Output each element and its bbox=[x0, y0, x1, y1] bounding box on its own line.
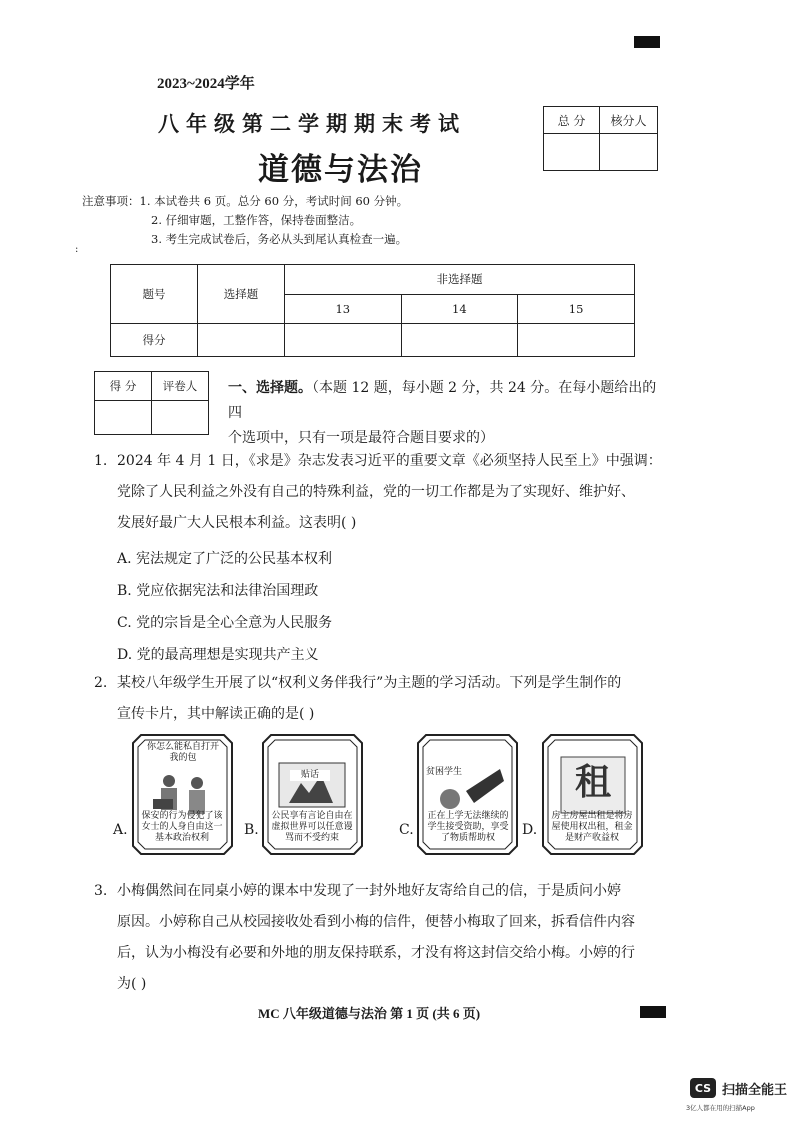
total-score-cell[interactable] bbox=[544, 134, 600, 171]
question-line: 2024 年 4 月 1 日，《求是》杂志发表习近平的重要文章《必须坚持人民至上》中强调： bbox=[117, 453, 662, 469]
score-cell-14[interactable] bbox=[401, 324, 518, 357]
subject-title: 道德与法治 bbox=[258, 152, 423, 188]
col-14: 14 bbox=[401, 294, 518, 324]
section-desc-1: （本题 12 题，每小题 2 分，共 24 分。在每小题给出的四 bbox=[228, 380, 657, 421]
question-line: 小梅偶然间在同桌小婷的课本中发现了一封外地好友寄给自己的信，于是质问小婷 bbox=[117, 883, 621, 899]
question-number: 1. bbox=[94, 453, 108, 469]
question-line: 原因。小婷称自己从校园接收处看到小梅的信件，便替小梅取了回来，拆看信件内容 bbox=[117, 914, 635, 930]
score-cell-choice[interactable] bbox=[198, 324, 285, 357]
question-line: 宣传卡片，其中解读正确的是( ) bbox=[117, 706, 315, 722]
nonchoice-header: 非选择题 bbox=[285, 265, 635, 295]
question-number: 3. bbox=[94, 883, 108, 899]
grader-label: 评卷人 bbox=[152, 372, 209, 401]
question-line: 党除了人民利益之外没有自己的特殊利益，党的一切工作都是为了实现好、维护好、 bbox=[117, 484, 635, 500]
checker-cell[interactable] bbox=[600, 134, 658, 171]
score-table bbox=[110, 264, 635, 357]
card-b-caption: 贴话 bbox=[290, 770, 330, 781]
card-b-text: 公民享有言论自由在虚拟世界可以任意谩骂而不受约束 bbox=[271, 811, 353, 843]
card-b-label[interactable]: B. bbox=[244, 822, 259, 838]
choice-header: 选择题 bbox=[198, 265, 285, 324]
question-line: 某校八年级学生开展了以“权利义务伴我行”为主题的学习活动。下列是学生制作的 bbox=[117, 675, 622, 691]
notice-item: 1. 本试卷共 6 页。总分 60 分，考试时间 60 分钟。 bbox=[139, 194, 409, 208]
card-a-caption: 你怎么能私自打开我的包 bbox=[146, 742, 219, 763]
question-number: 2. bbox=[94, 675, 108, 691]
brand-tagline: 3亿人都在用的扫描App bbox=[686, 1104, 755, 1112]
card-a-text: 保安的行为侵犯了该女士的人身自由这一基本政治权利 bbox=[141, 811, 223, 843]
exam-title: 八年级第二学期期末考试 bbox=[158, 111, 466, 136]
option-c[interactable]: C. 党的宗旨是全心全意为人民服务 bbox=[117, 615, 333, 631]
qnum-header: 题号 bbox=[111, 265, 198, 324]
card-d-character: 租 bbox=[574, 761, 611, 803]
section-desc-2: 个选项中，只有一项是最符合题目要求的） bbox=[228, 430, 494, 446]
score-cell-13[interactable] bbox=[285, 324, 402, 357]
question-line: 为( ) bbox=[117, 976, 147, 992]
section-heading bbox=[228, 376, 668, 451]
option-a[interactable]: A. 宪法规定了广泛的公民基本权利 bbox=[117, 551, 333, 567]
scanner-brand bbox=[690, 1078, 787, 1098]
margin-dots: : bbox=[75, 244, 79, 255]
grader-score-cell[interactable] bbox=[95, 401, 152, 435]
card-c-label[interactable]: C. bbox=[399, 822, 414, 838]
card-a-label[interactable]: A. bbox=[113, 822, 128, 838]
option-d[interactable]: D. 党的最高理想是实现共产主义 bbox=[117, 647, 319, 663]
question-line: 后，认为小梅没有必要和外地的朋友保持联系，才没有将这封信交给小梅。小婷的行 bbox=[117, 945, 635, 961]
grader-score-label: 得 分 bbox=[95, 372, 152, 401]
notice-item: 3. 考生完成试卷后，务必从头到尾认真检查一遍。 bbox=[151, 232, 408, 246]
registration-mark-top bbox=[634, 36, 660, 48]
col-15: 15 bbox=[518, 294, 635, 324]
total-score-label: 总 分 bbox=[544, 107, 600, 134]
grader-box bbox=[94, 371, 209, 435]
grader-name-cell[interactable] bbox=[152, 401, 209, 435]
option-b[interactable]: B. 党应依据宪法和法律治国理政 bbox=[117, 583, 319, 599]
card-d-label[interactable]: D. bbox=[522, 822, 538, 838]
page-footer: MC 八年级道德与法治 第 1 页 (共 6 页) bbox=[258, 1006, 481, 1021]
brand-logo-icon: CS bbox=[690, 1078, 716, 1098]
question-line: 发展好最广大人民根本利益。这表明( ) bbox=[117, 515, 357, 531]
card-d-text: 房主房屋出租是将房屋使用权出租，租金是财产收益权 bbox=[551, 811, 633, 843]
section-title: 一、选择题。 bbox=[228, 380, 312, 396]
card-c-text: 正在上学无法继续的学生接受资助，享受了物质帮助权 bbox=[427, 811, 509, 843]
notice-item: 2. 仔细审题，工整作答，保持卷面整洁。 bbox=[151, 213, 362, 227]
card-c-caption: 贫困学生 bbox=[425, 767, 462, 777]
registration-mark-bottom bbox=[640, 1006, 666, 1018]
score-cell-15[interactable] bbox=[518, 324, 635, 357]
exam-notices bbox=[82, 192, 408, 249]
notices-lead: 注意事项： bbox=[82, 194, 140, 208]
col-13: 13 bbox=[285, 294, 402, 324]
checker-label: 核分人 bbox=[600, 107, 658, 134]
score-row-label: 得分 bbox=[111, 324, 198, 357]
school-year: 2023~2024学年 bbox=[157, 76, 255, 92]
brand-name: 扫描全能王 bbox=[722, 1082, 788, 1098]
total-score-box bbox=[543, 106, 658, 171]
